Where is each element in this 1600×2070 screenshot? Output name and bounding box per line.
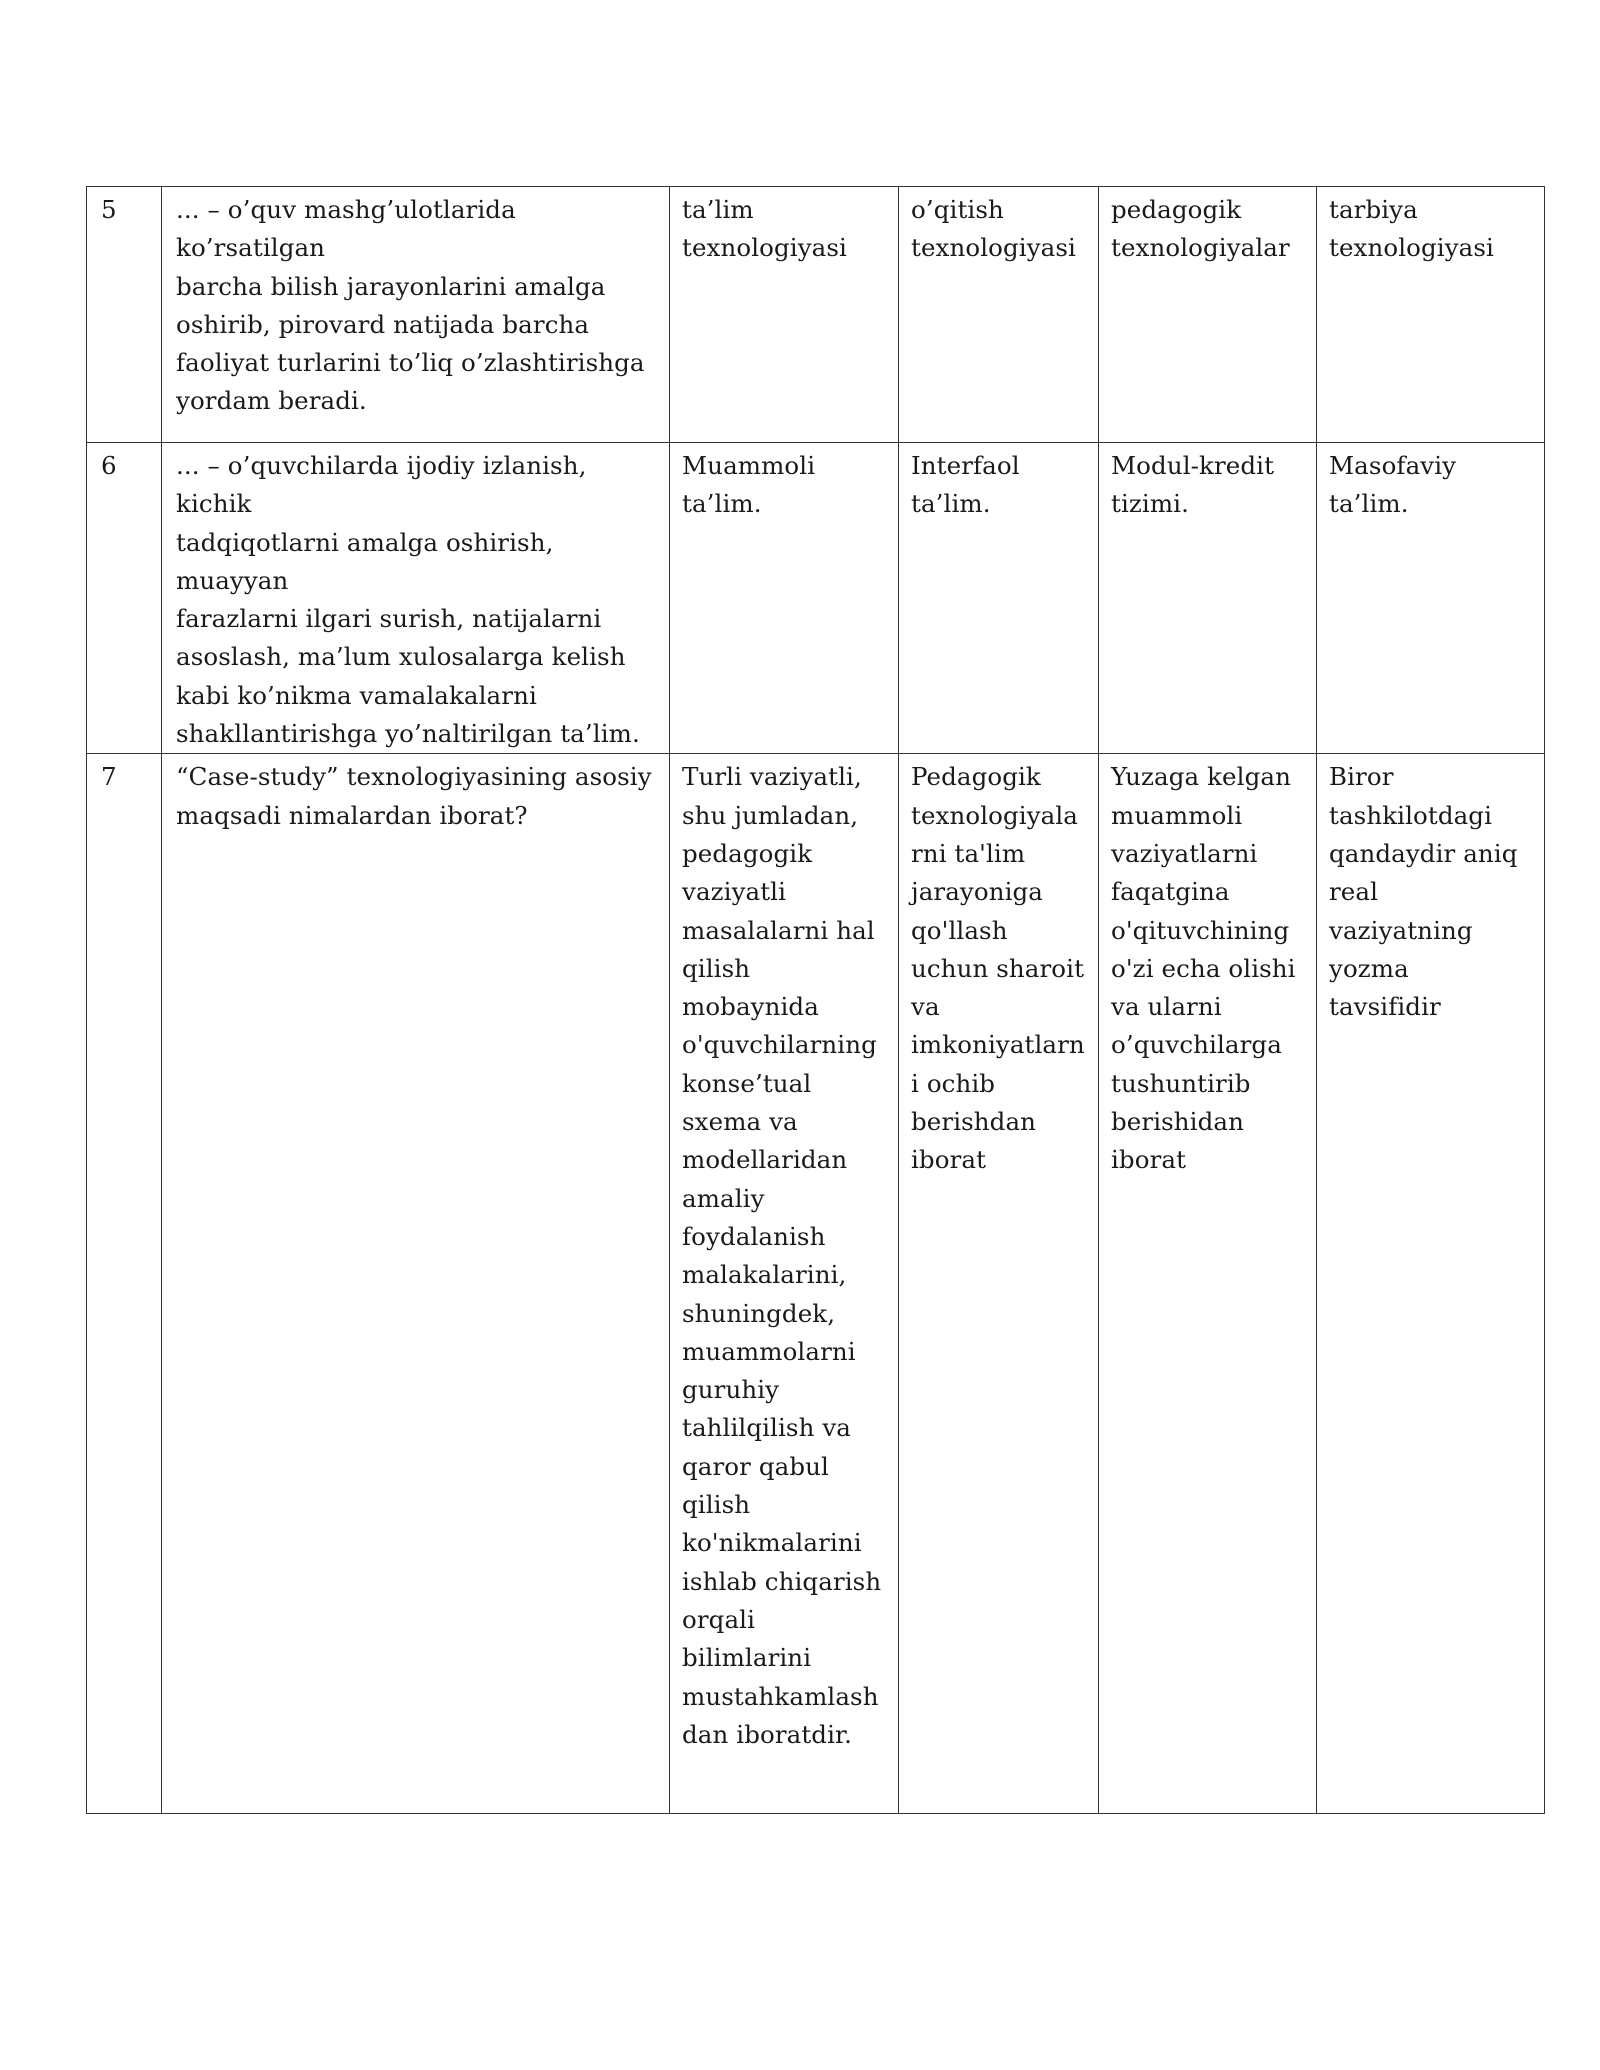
answer-option-b: Interfaol ta’lim. (899, 443, 1099, 754)
answer-option-a: Turli vaziyatli, shu jumladan, pedagogik vaziyatli masalalarni hal qilish mobaynida o'quvchilarning konse’tual sxema va modellaridan amaliy foydalanish malakalarini, shuningdek, muammolarni guruhiy tahlilqilish va qaror qabul qilish ko'nikmalarini ishlab chiqarish orqali bilimlarini mustahkamlash dan iboratdir. (670, 754, 899, 1814)
answer-option-c: pedagogik texnologiyalar (1099, 187, 1317, 443)
answer-option-b: Pedagogik texnologiyala rni ta'lim jarayoniga qo'llash uchun sharoit va imkoniyatlarn i ochib berishdan iborat (899, 754, 1099, 1814)
table-row (87, 187, 1545, 443)
question-number: 6 (87, 443, 162, 754)
question-number: 5 (87, 187, 162, 443)
question-text: “Case-study” texnologiyasining asosiy maqsadi nimalardan iborat? (162, 754, 670, 1814)
table-row (87, 443, 1545, 754)
answer-option-d: Biror tashkilotdagi qandaydir aniq real vaziyatning yozma tavsifidir (1317, 754, 1545, 1814)
answer-option-d: Masofaviy ta’lim. (1317, 443, 1545, 754)
answer-option-c: Yuzaga kelgan muammoli vaziyatlarni faqatgina o'qituvchining o'zi echa olishi va ularni o’quvchilarga tushuntirib berishidan iborat (1099, 754, 1317, 1814)
answer-option-b: o’qitish texnologiyasi (899, 187, 1099, 443)
answer-option-d: tarbiya texnologiyasi (1317, 187, 1545, 443)
answer-option-a: ta’lim texnologiyasi (670, 187, 899, 443)
question-text: ... – o’quvchilarda ijodiy izlanish, kichik tadqiqotlarni amalga oshirish, muayyan farazlarni ilgari surish, natijalarni asoslash, ma’lum xulosalarga kelish kabi ko’nikma vamalakalarni shakllantirishga yo’naltirilgan ta’lim. (162, 443, 670, 754)
question-number: 7 (87, 754, 162, 1814)
question-table (86, 186, 1545, 1814)
answer-option-a: Muammoli ta’lim. (670, 443, 899, 754)
table-row (87, 754, 1545, 1814)
answer-option-c: Modul-kredit tizimi. (1099, 443, 1317, 754)
question-text: ... – o’quv mashg’ulotlarida ko’rsatilgan barcha bilish jarayonlarini amalga oshirib, pirovard natijada barcha faoliyat turlarini to’liq o’zlashtirishga yordam beradi. (162, 187, 670, 443)
